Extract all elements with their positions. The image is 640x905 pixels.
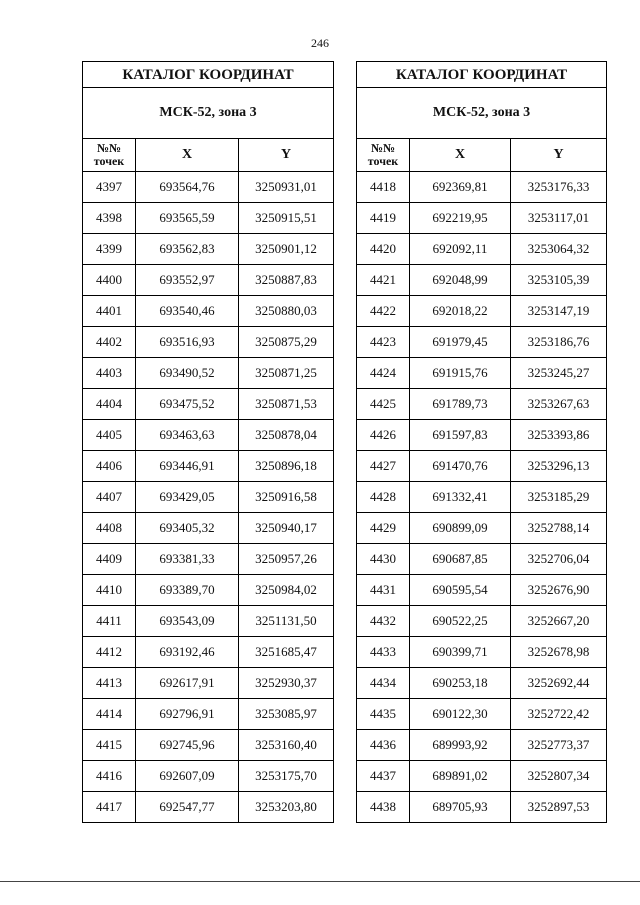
x-coordinate-cell: 690899,09 <box>410 513 511 544</box>
point-number-cell: 4424 <box>357 358 410 389</box>
column-header-x: X <box>136 139 239 172</box>
table-row <box>83 513 334 544</box>
y-coordinate-cell: 3252807,34 <box>511 761 607 792</box>
y-coordinate-cell: 3253203,80 <box>239 792 334 823</box>
point-number-cell: 4433 <box>357 637 410 668</box>
x-coordinate-cell: 692607,09 <box>136 761 239 792</box>
table-row <box>83 761 334 792</box>
x-coordinate-cell: 693475,52 <box>136 389 239 420</box>
point-number-cell: 4421 <box>357 265 410 296</box>
y-coordinate-cell: 3252773,37 <box>511 730 607 761</box>
y-coordinate-cell: 3250871,53 <box>239 389 334 420</box>
header-points-label: точек <box>93 154 125 168</box>
table-row <box>357 296 607 327</box>
point-number-cell: 4401 <box>83 296 136 327</box>
catalog-subtitle: МСК-52, зона 3 <box>357 88 607 139</box>
table-row <box>83 637 334 668</box>
y-coordinate-cell: 3253296,13 <box>511 451 607 482</box>
x-coordinate-cell: 691470,76 <box>410 451 511 482</box>
table-row <box>83 544 334 575</box>
table-row <box>83 358 334 389</box>
point-number-cell: 4405 <box>83 420 136 451</box>
point-number-cell: 4434 <box>357 668 410 699</box>
table-row <box>357 575 607 606</box>
x-coordinate-cell: 690399,71 <box>410 637 511 668</box>
x-coordinate-cell: 691915,76 <box>410 358 511 389</box>
point-number-cell: 4406 <box>83 451 136 482</box>
point-number-cell: 4413 <box>83 668 136 699</box>
column-header-y: Y <box>239 139 334 172</box>
y-coordinate-cell: 3253393,86 <box>511 420 607 451</box>
table-row <box>357 358 607 389</box>
table-row <box>83 699 334 730</box>
table-row <box>83 730 334 761</box>
y-coordinate-cell: 3250940,17 <box>239 513 334 544</box>
point-number-cell: 4425 <box>357 389 410 420</box>
point-number-cell: 4412 <box>83 637 136 668</box>
y-coordinate-cell: 3253176,33 <box>511 172 607 203</box>
table-row <box>357 265 607 296</box>
x-coordinate-cell: 691332,41 <box>410 482 511 513</box>
y-coordinate-cell: 3252897,53 <box>511 792 607 823</box>
y-coordinate-cell: 3253186,76 <box>511 327 607 358</box>
table-row <box>83 668 334 699</box>
x-coordinate-cell: 692745,96 <box>136 730 239 761</box>
table-row <box>83 575 334 606</box>
x-coordinate-cell: 692369,81 <box>410 172 511 203</box>
x-coordinate-cell: 693565,59 <box>136 203 239 234</box>
x-coordinate-cell: 693562,83 <box>136 234 239 265</box>
y-coordinate-cell: 3252678,98 <box>511 637 607 668</box>
x-coordinate-cell: 693463,63 <box>136 420 239 451</box>
y-coordinate-cell: 3253160,40 <box>239 730 334 761</box>
point-number-cell: 4416 <box>83 761 136 792</box>
y-coordinate-cell: 3250887,83 <box>239 265 334 296</box>
table-row <box>83 482 334 513</box>
table-row <box>357 389 607 420</box>
x-coordinate-cell: 689891,02 <box>410 761 511 792</box>
point-number-cell: 4402 <box>83 327 136 358</box>
point-number-cell: 4417 <box>83 792 136 823</box>
table-row <box>357 761 607 792</box>
x-coordinate-cell: 692048,99 <box>410 265 511 296</box>
x-coordinate-cell: 689993,92 <box>410 730 511 761</box>
table-row <box>83 606 334 637</box>
point-number-cell: 4435 <box>357 699 410 730</box>
y-coordinate-cell: 3250896,18 <box>239 451 334 482</box>
table-row <box>83 792 334 823</box>
header-numero-mark: №№ <box>370 141 396 155</box>
y-coordinate-cell: 3252930,37 <box>239 668 334 699</box>
x-coordinate-cell: 690595,54 <box>410 575 511 606</box>
table-row <box>357 792 607 823</box>
point-number-cell: 4428 <box>357 482 410 513</box>
x-coordinate-cell: 692219,95 <box>410 203 511 234</box>
y-coordinate-cell: 3252692,44 <box>511 668 607 699</box>
point-number-cell: 4410 <box>83 575 136 606</box>
y-coordinate-cell: 3253085,97 <box>239 699 334 730</box>
y-coordinate-cell: 3252722,42 <box>511 699 607 730</box>
y-coordinate-cell: 3251685,47 <box>239 637 334 668</box>
y-coordinate-cell: 3253064,32 <box>511 234 607 265</box>
x-coordinate-cell: 693381,33 <box>136 544 239 575</box>
x-coordinate-cell: 691979,45 <box>410 327 511 358</box>
table-row <box>357 327 607 358</box>
x-coordinate-cell: 690122,30 <box>410 699 511 730</box>
table-row <box>83 389 334 420</box>
y-coordinate-cell: 3253267,63 <box>511 389 607 420</box>
y-coordinate-cell: 3250915,51 <box>239 203 334 234</box>
table-row <box>83 420 334 451</box>
y-coordinate-cell: 3250931,01 <box>239 172 334 203</box>
x-coordinate-cell: 691789,73 <box>410 389 511 420</box>
x-coordinate-cell: 693192,46 <box>136 637 239 668</box>
column-header-point-number <box>83 139 136 172</box>
x-coordinate-cell: 690253,18 <box>410 668 511 699</box>
table-row <box>357 203 607 234</box>
table-row <box>357 730 607 761</box>
x-coordinate-cell: 692018,22 <box>410 296 511 327</box>
y-coordinate-cell: 3250916,58 <box>239 482 334 513</box>
column-header-x: X <box>410 139 511 172</box>
point-number-cell: 4404 <box>83 389 136 420</box>
point-number-cell: 4437 <box>357 761 410 792</box>
y-coordinate-cell: 3252676,90 <box>511 575 607 606</box>
table-row <box>83 327 334 358</box>
column-header-point-number <box>357 139 410 172</box>
point-number-cell: 4414 <box>83 699 136 730</box>
y-coordinate-cell: 3252788,14 <box>511 513 607 544</box>
catalog-title: КАТАЛОГ КООРДИНАТ <box>83 62 334 88</box>
x-coordinate-cell: 693543,09 <box>136 606 239 637</box>
y-coordinate-cell: 3250875,29 <box>239 327 334 358</box>
x-coordinate-cell: 693405,32 <box>136 513 239 544</box>
y-coordinate-cell: 3252706,04 <box>511 544 607 575</box>
y-coordinate-cell: 3253245,27 <box>511 358 607 389</box>
catalog-title: КАТАЛОГ КООРДИНАТ <box>357 62 607 88</box>
x-coordinate-cell: 690522,25 <box>410 606 511 637</box>
x-coordinate-cell: 690687,85 <box>410 544 511 575</box>
y-coordinate-cell: 3250871,25 <box>239 358 334 389</box>
point-number-cell: 4438 <box>357 792 410 823</box>
x-coordinate-cell: 693564,76 <box>136 172 239 203</box>
y-coordinate-cell: 3253185,29 <box>511 482 607 513</box>
x-coordinate-cell: 693552,97 <box>136 265 239 296</box>
point-number-cell: 4408 <box>83 513 136 544</box>
point-number-cell: 4399 <box>83 234 136 265</box>
table-row <box>357 172 607 203</box>
y-coordinate-cell: 3250901,12 <box>239 234 334 265</box>
point-number-cell: 4432 <box>357 606 410 637</box>
point-number-cell: 4427 <box>357 451 410 482</box>
header-numero-mark: №№ <box>96 141 122 155</box>
column-header-y: Y <box>511 139 607 172</box>
coordinate-catalog-left <box>82 61 334 823</box>
point-number-cell: 4403 <box>83 358 136 389</box>
point-number-cell: 4419 <box>357 203 410 234</box>
y-coordinate-cell: 3253147,19 <box>511 296 607 327</box>
table-row <box>357 234 607 265</box>
table-row <box>83 172 334 203</box>
point-number-cell: 4407 <box>83 482 136 513</box>
y-coordinate-cell: 3251131,50 <box>239 606 334 637</box>
x-coordinate-cell: 689705,93 <box>410 792 511 823</box>
point-number-cell: 4436 <box>357 730 410 761</box>
table-row <box>357 420 607 451</box>
y-coordinate-cell: 3253105,39 <box>511 265 607 296</box>
x-coordinate-cell: 692796,91 <box>136 699 239 730</box>
table-row <box>83 234 334 265</box>
y-coordinate-cell: 3250880,03 <box>239 296 334 327</box>
y-coordinate-cell: 3253117,01 <box>511 203 607 234</box>
table-row <box>357 637 607 668</box>
y-coordinate-cell: 3250957,26 <box>239 544 334 575</box>
table-row <box>357 699 607 730</box>
point-number-cell: 4398 <box>83 203 136 234</box>
x-coordinate-cell: 693429,05 <box>136 482 239 513</box>
coordinate-catalog-right <box>356 61 607 823</box>
table-row <box>83 296 334 327</box>
point-number-cell: 4418 <box>357 172 410 203</box>
header-points-label: точек <box>367 154 399 168</box>
table-row <box>357 482 607 513</box>
y-coordinate-cell: 3253175,70 <box>239 761 334 792</box>
table-row <box>357 451 607 482</box>
y-coordinate-cell: 3250878,04 <box>239 420 334 451</box>
table-row <box>357 668 607 699</box>
point-number-cell: 4397 <box>83 172 136 203</box>
point-number-cell: 4400 <box>83 265 136 296</box>
x-coordinate-cell: 693490,52 <box>136 358 239 389</box>
point-number-cell: 4411 <box>83 606 136 637</box>
table-row <box>83 451 334 482</box>
y-coordinate-cell: 3250984,02 <box>239 575 334 606</box>
x-coordinate-cell: 693389,70 <box>136 575 239 606</box>
point-number-cell: 4429 <box>357 513 410 544</box>
point-number-cell: 4430 <box>357 544 410 575</box>
catalog-subtitle: МСК-52, зона 3 <box>83 88 334 139</box>
point-number-cell: 4422 <box>357 296 410 327</box>
table-row <box>83 203 334 234</box>
x-coordinate-cell: 691597,83 <box>410 420 511 451</box>
table-row <box>357 606 607 637</box>
x-coordinate-cell: 692547,77 <box>136 792 239 823</box>
table-row <box>357 544 607 575</box>
point-number-cell: 4423 <box>357 327 410 358</box>
bottom-divider <box>0 881 640 882</box>
point-number-cell: 4409 <box>83 544 136 575</box>
point-number-cell: 4426 <box>357 420 410 451</box>
table-row <box>357 513 607 544</box>
x-coordinate-cell: 693446,91 <box>136 451 239 482</box>
page-number: 246 <box>311 36 329 50</box>
x-coordinate-cell: 693516,93 <box>136 327 239 358</box>
point-number-cell: 4420 <box>357 234 410 265</box>
x-coordinate-cell: 692617,91 <box>136 668 239 699</box>
point-number-cell: 4415 <box>83 730 136 761</box>
point-number-cell: 4431 <box>357 575 410 606</box>
x-coordinate-cell: 693540,46 <box>136 296 239 327</box>
x-coordinate-cell: 692092,11 <box>410 234 511 265</box>
y-coordinate-cell: 3252667,20 <box>511 606 607 637</box>
table-row <box>83 265 334 296</box>
